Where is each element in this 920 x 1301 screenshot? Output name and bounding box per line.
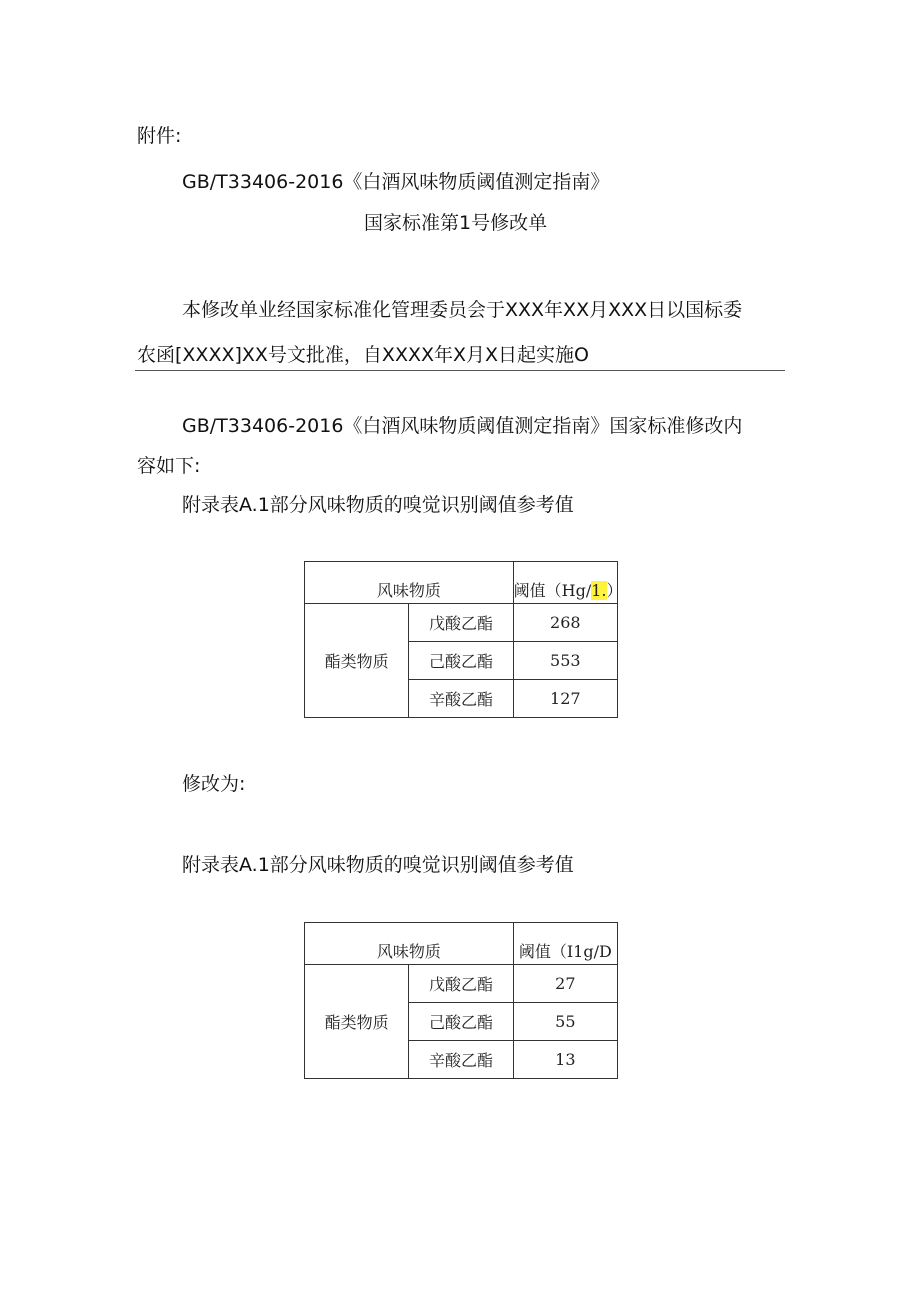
table-row: [305, 604, 618, 642]
attachment-label: 附件:: [137, 125, 182, 147]
document-title: GB/T33406-2016《白酒风味物质阈值测定指南》: [182, 171, 610, 193]
table-caption-after: 附录表A.1部分风味物质的嗅觉识别阈值参考值: [182, 854, 574, 876]
value-cell: 553: [513, 642, 617, 680]
approval-text-line-2: 农函[XXXX]XX号文批准，自XXXX年X月X日起实施O: [137, 344, 589, 366]
highlighted-text: 1.: [591, 581, 607, 600]
table-row: [305, 965, 618, 1003]
header-threshold: 阈值（I1g/D: [513, 923, 617, 965]
substance-cell: 戊酸乙酯: [409, 604, 513, 642]
divider-line: [135, 370, 785, 371]
substance-cell: 己酸乙酯: [409, 642, 513, 680]
table-row: [305, 923, 618, 965]
value-cell: 13: [513, 1041, 617, 1079]
value-cell: 55: [513, 1003, 617, 1041]
header-substance: 风味物质: [305, 562, 514, 604]
substance-cell: 戊酸乙酯: [409, 965, 513, 1003]
intro-text-line-2: 容如下:: [137, 455, 201, 477]
intro-text-line-1: GB/T33406-2016《白酒风味物质阈值测定指南》国家标准修改内: [182, 415, 743, 437]
approval-text-line-1: 本修改单业经国家标准化管理委员会于XXX年XX月XXX日以国标委: [182, 299, 743, 321]
modified-label: 修改为:: [182, 773, 246, 795]
substance-cell: 辛酸乙酯: [409, 680, 513, 718]
value-cell: 268: [513, 604, 617, 642]
threshold-table-after: [304, 922, 618, 1079]
threshold-table-before: [304, 561, 623, 718]
value-cell: 127: [513, 680, 617, 718]
document-subtitle: 国家标准第1号修改单: [364, 212, 548, 234]
header-threshold: 阈值（Hg/1.）: [513, 562, 617, 604]
category-cell: 酯类物质: [305, 604, 409, 718]
substance-cell: 辛酸乙酯: [409, 1041, 513, 1079]
table-caption-before: 附录表A.1部分风味物质的嗅觉识别阈值参考值: [182, 494, 574, 516]
category-cell: 酯类物质: [305, 965, 409, 1079]
substance-cell: 己酸乙酯: [409, 1003, 513, 1041]
header-substance: 风味物质: [305, 923, 514, 965]
table-row: [305, 562, 618, 604]
value-cell: 27: [513, 965, 617, 1003]
